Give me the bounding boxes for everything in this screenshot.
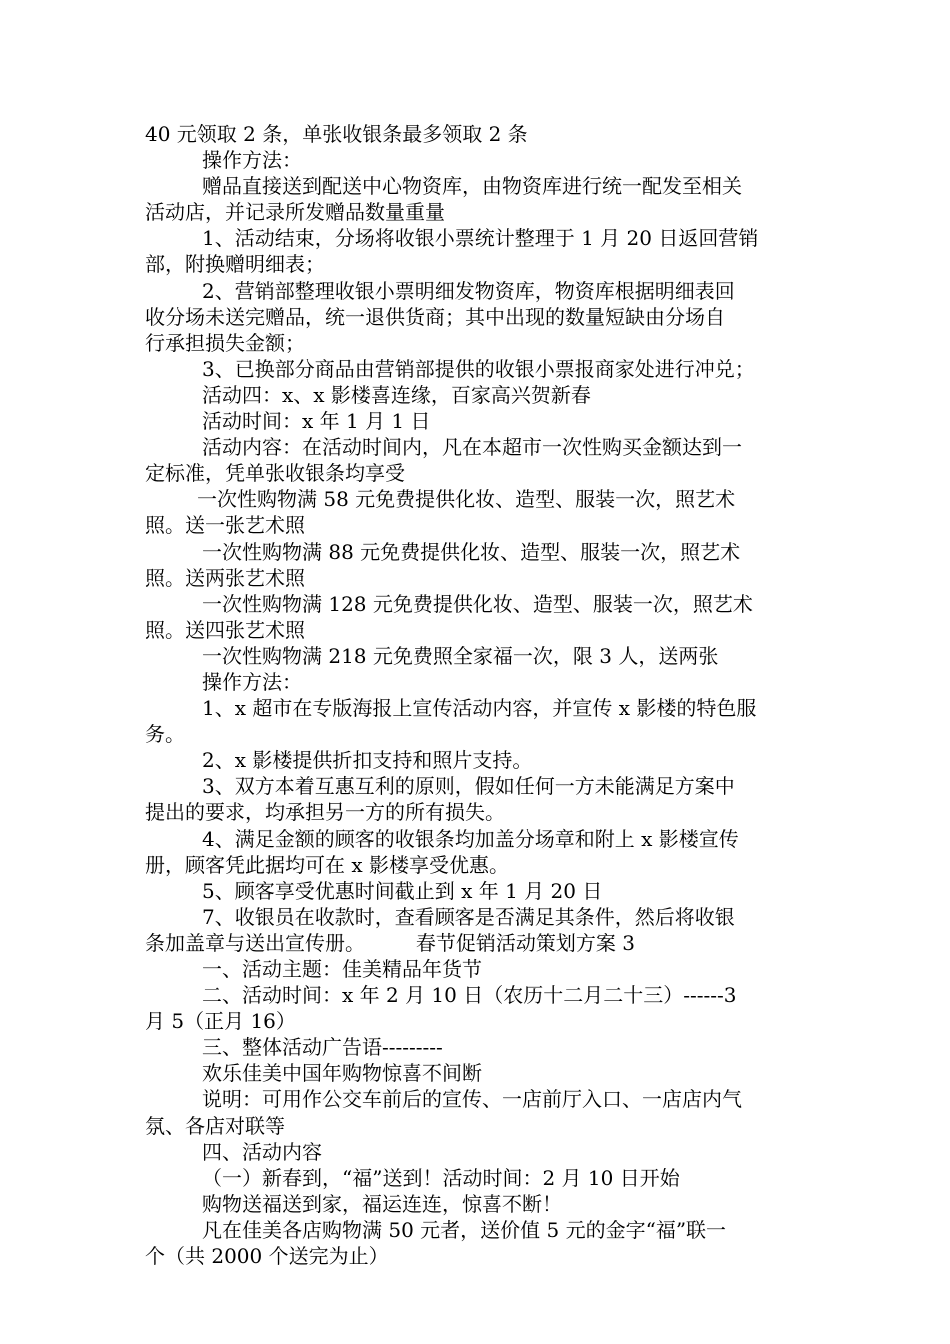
text-line: 一次性购物满 58 元免费提供化妆、造型、服装一次，照艺术 <box>197 487 736 512</box>
text-line: 务。 <box>145 722 185 747</box>
text-line: 定标准，凭单张收银条均享受 <box>145 461 405 486</box>
text-line: 5、顾客享受优惠时间截止到 x 年 1 月 20 日 <box>202 878 603 903</box>
text-line: 行承担损失金额； <box>145 330 305 355</box>
text-line: 册，顾客凭此据均可在 x 影楼享受优惠。 <box>145 852 509 877</box>
text-line: 照。送两张艺术照 <box>145 565 305 590</box>
text-line: 购物送福送到家，福运连连，惊喜不断！ <box>202 1191 562 1216</box>
text-line: 一、活动主题：佳美精品年货节 <box>202 957 482 981</box>
text-line: 月 5（正月 16） <box>145 1009 296 1034</box>
text-line: 2、x 影楼提供折扣支持和照片支持。 <box>202 748 533 773</box>
text-line: 照。送四张艺术照 <box>145 617 305 642</box>
text-line: 说明：可用作公交车前后的宣传、一店前厅入口、一店店内气 <box>202 1087 742 1112</box>
text-line: 2、营销部整理收银小票明细发物资库，物资库根据明细表回 <box>202 278 735 303</box>
text-line: 收分场未送完赠品，统一退供货商；其中出现的数量短缺由分场自 <box>145 304 725 329</box>
text-line: 1、活动结束，分场将收银小票统计整理于 1 月 20 日返回营销 <box>202 226 759 251</box>
text-line: 操作方法： <box>202 669 302 694</box>
text-line: 40 元领取 2 条，单张收银条最多领取 2 条 <box>145 122 528 146</box>
text-line: 一次性购物满 218 元免费照全家福一次，限 3 人，送两张 <box>202 643 719 668</box>
text-line: 氛、各店对联等 <box>145 1113 285 1138</box>
text-line: 凡在佳美各店购物满 50 元者，送价值 5 元的金字“福”联一 <box>202 1217 727 1242</box>
text-line: 活动时间：x 年 1 月 1 日 <box>202 409 431 434</box>
text-line: 活动内容：在活动时间内，凡在本超市一次性购买金额达到一 <box>202 435 742 460</box>
text-line: 条加盖章与送出宣传册。 春节促销活动策划方案 3 <box>145 930 635 955</box>
text-line: 欢乐佳美中国年购物惊喜不间断 <box>202 1061 482 1086</box>
text-line: 三、整体活动广告语--------- <box>202 1035 443 1060</box>
text-line: （一）新春到，“福”送到！活动时间：2 月 10 日开始 <box>202 1165 680 1190</box>
text-line: 活动四：x、x 影楼喜连缘，百家高兴贺新春 <box>202 382 591 407</box>
text-line: 部，附换赠明细表； <box>145 252 325 277</box>
text-line: 7、收银员在收款时，查看顾客是否满足其条件，然后将收银 <box>202 904 735 929</box>
text-line: 赠品直接送到配送中心物资库，由物资库进行统一配发至相关 <box>202 174 742 199</box>
text-line: 提出的要求，均承担另一方的所有损失。 <box>145 800 505 825</box>
document-body <box>145 121 810 1269</box>
text-line: 个（共 2000 个送完为止） <box>145 1244 389 1269</box>
text-line: 3、双方本着互惠互利的原则，假如任何一方未能满足方案中 <box>202 774 735 799</box>
text-line: 二、活动时间：x 年 2 月 10 日（农历十二月二十三）------3 <box>202 983 737 1008</box>
text-line: 四、活动内容 <box>202 1139 322 1164</box>
text-line: 操作方法： <box>202 148 302 173</box>
text-line: 照。送一张艺术照 <box>145 513 305 538</box>
text-line: 活动店，并记录所发赠品数量重量 <box>145 200 445 225</box>
text-line: 3、已换部分商品由营销部提供的收银小票报商家处进行冲兑； <box>202 356 755 381</box>
text-line: 一次性购物满 128 元免费提供化妆、造型、服装一次，照艺术 <box>202 591 753 616</box>
text-line: 4、满足金额的顾客的收银条均加盖分场章和附上 x 影楼宣传 <box>202 826 739 851</box>
text-line: 一次性购物满 88 元免费提供化妆、造型、服装一次，照艺术 <box>202 539 741 564</box>
text-line: 1、x 超市在专版海报上宣传活动内容，并宣传 x 影楼的特色服 <box>202 696 757 721</box>
